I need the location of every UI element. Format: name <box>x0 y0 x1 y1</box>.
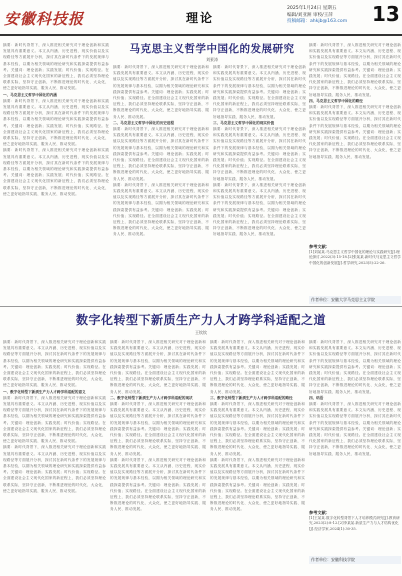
section-heading: 二、马克思主义哲学中国化的历史进程 <box>113 120 175 125</box>
article-a-col-4 <box>309 42 401 242</box>
paper-name: 安徽科技报 <box>4 10 85 28</box>
body-text: 摘要：新时代背景下，深入推进相关研究对于理论创新和实践发展具有重要意义。本文从内涵、历史进程、现实价值以及实现路径等方面展开分析，探讨其在新时代条件下的发展规律与基本经验，以期为相关领域的理论研究和实践探索提供有益参考。关键词：理论创新；实践发展；时代价值；实现路径。在全面建设社会主义现代化国家的新征程上，我们必须坚持理论联系实际，坚持守正创新，不断推进理论的时代化、大众化，使之更好地指导实践、服务人民、推动发展。 <box>3 395 106 444</box>
body-text: 摘要：新时代背景下，深入推进相关研究对于理论创新和实践发展具有重要意义。本文从内涵、历史进程、现实价值以及实现路径等方面展开分析，探讨其在新时代条件下的发展规律与基本经验，以期为相关领域的理论研究和实践探索提供有益参考。关键词：理论创新；实践发展；时代价值；实现路径。在全面建设社会主义现代化国家的新征程上，我们必须坚持理论联系实际，坚持守正创新，不断推进理论的时代化、大众化，使之更好地指导实践、服务人民、推动发展。 <box>113 182 209 237</box>
body-text: 摘要：新时代背景下，深入推进相关研究对于理论创新和实践发展具有重要意义。本文从内涵、历史进程、现实价值以及实现路径等方面展开分析，探讨其在新时代条件下的发展规律与基本经验，以期为相关领域的理论研究和实践探索提供有益参考。关键词：理论创新；实践发展；时代价值；实现路径。在全面建设社会主义现代化国家的新征程上，我们必须坚持理论联系实际，坚持守正创新，不断推进理论的时代化、大众化，使之更好地指导实践、服务人民、推动发展。 <box>110 340 206 394</box>
body-text: 摘要：新时代背景下，深入推进相关研究对于理论创新和实践发展具有重要意义。本文从内涵、历史进程、现实价值以及实现路径等方面展开分析，探讨其在新时代条件下的发展规律与基本经验，以期为相关领域的理论研究和实践探索提供有益参考。关键词：理论创新；实践发展；时代价值；实现路径。在全面建设社会主义现代化国家的新征程上，我们必须坚持理论联系实际，坚持守正创新，不断推进理论的时代化、大众化，使之更好地指导实践、服务人民、推动发展。 <box>309 402 401 456</box>
section-heading: 一、数字化转型下新质生产力人才跨学科适配的意义 <box>3 389 86 394</box>
references-text: [1]刘某某.马克思主义哲学中国化的理论与实践研究[J].理论探讨,2022(3):15-18.[2]张某某.新时代马克思主义哲学中国化的创新发展[J].哲学研究,2023(5):22-26. <box>309 249 401 265</box>
article-a-references <box>309 244 401 294</box>
body-text: 摘要：新时代背景下，深入推进相关研究对于理论创新和实践发展具有重要意义。本文从内涵、历史进程、现实价值以及实现路径等方面展开分析，探讨其在新时代条件下的发展规律与基本经验，以期为相关领域的理论研究和实践探索提供有益参考。关键词：理论创新；实践发展；时代价值；实现路径。在全面建设社会主义现代化国家的新征程上，我们必须坚持理论联系实际，坚持守正创新，不断推进理论的时代化、大众化，使之更好地指导实践、服务人民、推动发展。 <box>3 98 109 147</box>
body-text: 摘要：新时代背景下，深入推进相关研究对于理论创新和实践发展具有重要意义。本文从内涵、历史进程、现实价值以及实现路径等方面展开分析，探讨其在新时代条件下的发展规律与基本经验，以期为相关领域的理论研究和实践探索提供有益参考。关键词：理论创新；实践发展；时代价值；实现路径。在全面建设社会主义现代化国家的新征程上，我们必须坚持理论联系实际，坚持守正创新，不断推进理论的时代化、大众化，使之更好地指导实践、服务人民、推动发展。 <box>3 445 106 493</box>
email-line: 投稿邮箱：ahkjb@163.com <box>287 19 348 24</box>
article-divider <box>0 306 402 307</box>
body-text: 摘要：新时代背景下，深入推进相关研究对于理论创新和实践发展具有重要意义。本文从内涵、历史进程、现实价值以及实现路径等方面展开分析，探讨其在新时代条件下的发展规律与基本经验，以期为相关领域的理论研究和实践探索提供有益参考。关键词：理论创新；实践发展；时代价值；实现路径。在全面建设社会主义现代化国家的新征程上，我们必须坚持理论联系实际，坚持守正创新，不断推进理论的时代化、大众化，使之更好地指导实践、服务人民、推动发展。 <box>113 65 209 119</box>
body-text: 摘要：新时代背景下，深入推进相关研究对于理论创新和实践发展具有重要意义。本文从内涵、历史进程、现实价值以及实现路径等方面展开分析，探讨其在新时代条件下的发展规律与基本经验，以期为相关领域的理论研究和实践探索提供有益参考。关键词：理论创新；实践发展；时代价值；实现路径。在全面建设社会主义现代化国家的新征程上，我们必须坚持理论联系实际，坚持守正创新，不断推进理论的时代化、大众化，使之更好地指导实践、服务人民、推动发展。 <box>213 65 306 119</box>
references-title: 参考文献： <box>309 510 330 515</box>
body-text: 摘要：新时代背景下，深入推进相关研究对于理论创新和实践发展具有重要意义。本文从内涵、历史进程、现实价值以及实现路径等方面展开分析，探讨其在新时代条件下的发展规律与基本经验，以期为相关领域的理论研究和实践探索提供有益参考。关键词：理论创新；实践发展；时代价值；实现路径。在全面建设社会主义现代化国家的新征程上，我们必须坚持理论联系实际，坚持守正创新，不断推进理论的时代化、大众化，使之更好地指导实践、服务人民、推动发展。 <box>210 402 305 456</box>
body-text: 摘要：新时代背景下，深入推进相关研究对于理论创新和实践发展具有重要意义。本文从内涵、历史进程、现实价值以及实现路径等方面展开分析，探讨其在新时代条件下的发展规律与基本经验，以期为相关领域的理论研究和实践探索提供有益参考。关键词：理论创新；实践发展；时代价值；实现路径。在全面建设社会主义现代化国家的新征程上，我们必须坚持理论联系实际，坚持守正创新，不断推进理论的时代化、大众化，使之更好地指导实践、服务人民、推动发展。 <box>309 105 401 159</box>
date-line: 2025年1月24日 星期五 <box>287 6 337 11</box>
section-heading: 三、数字化转型下新质生产力人才跨学科适配的路径 <box>210 395 293 400</box>
article-a-col-2 <box>113 64 209 300</box>
section-heading: 三、马克思主义哲学中国化的现实价值 <box>213 120 275 125</box>
body-text: 摘要：新时代背景下，深入推进相关研究对于理论创新和实践发展具有重要意义。本文从内涵、历史进程、现实价值以及实现路径等方面展开分析，探讨其在新时代条件下的发展规律与基本经验，以期为相关领域的理论研究和实践探索提供有益参考。关键词：理论创新；实践发展；时代价值；实现路径。在全面建设社会主义现代化国家的新征程上，我们必须坚持理论联系实际，坚持守正创新，不断推进理论的时代化、大众化，使之更好地指导实践、服务人民、推动发展。 <box>3 340 106 388</box>
body-text: 摘要：新时代背景下，深入推进相关研究对于理论创新和实践发展具有重要意义。本文从内涵、历史进程、现实价值以及实现路径等方面展开分析，探讨其在新时代条件下的发展规律与基本经验，以期为相关领域的理论研究和实践探索提供有益参考。关键词：理论创新；实践发展；时代价值；实现路径。在全面建设社会主义现代化国家的新征程上，我们必须坚持理论联系实际，坚持守正创新，不断推进理论的时代化、大众化，使之更好地指导实践、服务人民、推动发展。 <box>213 127 306 181</box>
article-b-references <box>309 510 401 554</box>
section-title: 理论 <box>186 11 215 25</box>
body-text: 摘要：新时代背景下，深入推进相关研究对于理论创新和实践发展具有重要意义。本文从内涵、历史进程、现实价值以及实现路径等方面展开分析，探讨其在新时代条件下的发展规律与基本经验，以期为相关领域的理论研究和实践探索提供有益参考。关键词：理论创新；实践发展；时代价值；实现路径。在全面建设社会主义现代化国家的新征程上，我们必须坚持理论联系实际，坚持守正创新，不断推进理论的时代化、大众化，使之更好地指导实践、服务人民、推动发展。 <box>309 43 401 97</box>
article-b-col-1 <box>3 339 106 573</box>
article-b-title: 数字化转型下新质生产力人才跨学科适配之道 <box>75 313 326 327</box>
references-text: [1]王某某.数字化转型背景下人才培养模式研究[J].教育研究,2023(2):8-12.[2]李某某.新质生产力与人才结构优化[J].经济学家,2024(1):30-35. <box>309 515 400 531</box>
article-a-col-1 <box>3 42 109 300</box>
body-text: 摘要：新时代背景下，深入推进相关研究对于理论创新和实践发展具有重要意义。本文从内涵、历史进程、现实价值以及实现路径等方面展开分析，探讨其在新时代条件下的发展规律与基本经验，以期为相关领域的理论研究和实践探索提供有益参考。关键词：理论创新；实践发展；时代价值；实现路径。在全面建设社会主义现代化国家的新征程上，我们必须坚持理论联系实际，坚持守正创新，不断推进理论的时代化、大众化，使之更好地指导实践、服务人民、推动发展。 <box>210 457 305 512</box>
article-a-author: 刘景涛 <box>206 57 218 62</box>
editor-line: 编辑/刘亚洲 审校/王萍 <box>287 12 333 18</box>
section-heading: 二、数字化转型下新质生产力人才跨学科适配的现状 <box>110 395 193 400</box>
body-text: 摘要：新时代背景下，深入推进相关研究对于理论创新和实践发展具有重要意义。本文从内涵、历史进程、现实价值以及实现路径等方面展开分析，探讨其在新时代条件下的发展规律与基本经验，以期为相关领域的理论研究和实践探索提供有益参考。关键词：理论创新；实践发展；时代价值；实现路径。在全面建设社会主义现代化国家的新征程上，我们必须坚持理论联系实际，坚持守正创新，不断推进理论的时代化、大众化，使之更好地指导实践、服务人民、推动发展。 <box>110 402 206 456</box>
body-text: 摘要：新时代背景下，深入推进相关研究对于理论创新和实践发展具有重要意义。本文从内涵、历史进程、现实价值以及实现路径等方面展开分析，探讨其在新时代条件下的发展规律与基本经验，以期为相关领域的理论研究和实践探索提供有益参考。关键词：理论创新；实践发展；时代价值；实现路径。在全面建设社会主义现代化国家的新征程上，我们必须坚持理论联系实际，坚持守正创新，不断推进理论的时代化、大众化，使之更好地指导实践、服务人民、推动发展。 <box>213 182 306 237</box>
body-text: 摘要：新时代背景下，深入推进相关研究对于理论创新和实践发展具有重要意义。本文从内涵、历史进程、现实价值以及实现路径等方面展开分析，探讨其在新时代条件下的发展规律与基本经验，以期为相关领域的理论研究和实践探索提供有益参考。关键词：理论创新；实践发展；时代价值；实现路径。在全面建设社会主义现代化国家的新征程上，我们必须坚持理论联系实际，坚持守正创新，不断推进理论的时代化、大众化，使之更好地指导实践、服务人民、推动发展。 <box>3 43 109 91</box>
masthead <box>0 0 402 36</box>
issue-info <box>287 6 377 26</box>
article-b-author-note: 作者单位：安徽科技学院 <box>309 556 401 564</box>
references-title: 参考文献： <box>309 244 330 249</box>
section-heading: 四、结语 <box>309 395 324 400</box>
body-text: 摘要：新时代背景下，深入推进相关研究对于理论创新和实践发展具有重要意义。本文从内涵、历史进程、现实价值以及实现路径等方面展开分析，探讨其在新时代条件下的发展规律与基本经验，以期为相关领域的理论研究和实践探索提供有益参考。关键词：理论创新；实践发展；时代价值；实现路径。在全面建设社会主义现代化国家的新征程上，我们必须坚持理论联系实际，坚持守正创新，不断推进理论的时代化、大众化，使之更好地指导实践、服务人民、推动发展。 <box>113 127 209 181</box>
body-text: 摘要：新时代背景下，深入推进相关研究对于理论创新和实践发展具有重要意义。本文从内涵、历史进程、现实价值以及实现路径等方面展开分析，探讨其在新时代条件下的发展规律与基本经验，以期为相关领域的理论研究和实践探索提供有益参考。关键词：理论创新；实践发展；时代价值；实现路径。在全面建设社会主义现代化国家的新征程上，我们必须坚持理论联系实际，坚持守正创新，不断推进理论的时代化、大众化，使之更好地指导实践、服务人民、推动发展。 <box>3 148 109 196</box>
body-text: 摘要：新时代背景下，深入推进相关研究对于理论创新和实践发展具有重要意义。本文从内涵、历史进程、现实价值以及实现路径等方面展开分析，探讨其在新时代条件下的发展规律与基本经验，以期为相关领域的理论研究和实践探索提供有益参考。关键词：理论创新；实践发展；时代价值；实现路径。在全面建设社会主义现代化国家的新征程上，我们必须坚持理论联系实际，坚持守正创新，不断推进理论的时代化、大众化，使之更好地指导实践、服务人民、推动发展。 <box>110 457 206 512</box>
body-text: 摘要：新时代背景下，深入推进相关研究对于理论创新和实践发展具有重要意义。本文从内涵、历史进程、现实价值以及实现路径等方面展开分析，探讨其在新时代条件下的发展规律与基本经验，以期为相关领域的理论研究和实践探索提供有益参考。关键词：理论创新；实践发展；时代价值；实现路径。在全面建设社会主义现代化国家的新征程上，我们必须坚持理论联系实际，坚持守正创新，不断推进理论的时代化、大众化，使之更好地指导实践、服务人民、推动发展。 <box>210 340 305 394</box>
article-a-title: 马克思主义哲学中国化的发展研究 <box>129 43 295 55</box>
article-b-col-4 <box>309 339 401 507</box>
body-text: 摘要：新时代背景下，深入推进相关研究对于理论创新和实践发展具有重要意义。本文从内涵、历史进程、现实价值以及实现路径等方面展开分析，探讨其在新时代条件下的发展规律与基本经验，以期为相关领域的理论研究和实践探索提供有益参考。关键词：理论创新；实践发展；时代价值；实现路径。在全面建设社会主义现代化国家的新征程上，我们必须坚持理论联系实际，坚持守正创新，不断推进理论的时代化、大众化，使之更好地指导实践、服务人民、推动发展。 <box>309 340 401 394</box>
section-heading: 一、马克思主义哲学中国化的内涵 <box>3 92 57 97</box>
article-b-col-3 <box>210 339 305 573</box>
article-a-author-note: 作者单位：安徽大学马克思主义学院 <box>309 296 401 304</box>
page-number: 13 <box>372 2 400 26</box>
article-b-col-2 <box>110 339 206 573</box>
article-b-author: 王钦钦 <box>195 330 207 335</box>
section-heading: 四、马克思主义哲学中国化的路径 <box>309 98 363 103</box>
article-a-col-3 <box>213 64 306 300</box>
